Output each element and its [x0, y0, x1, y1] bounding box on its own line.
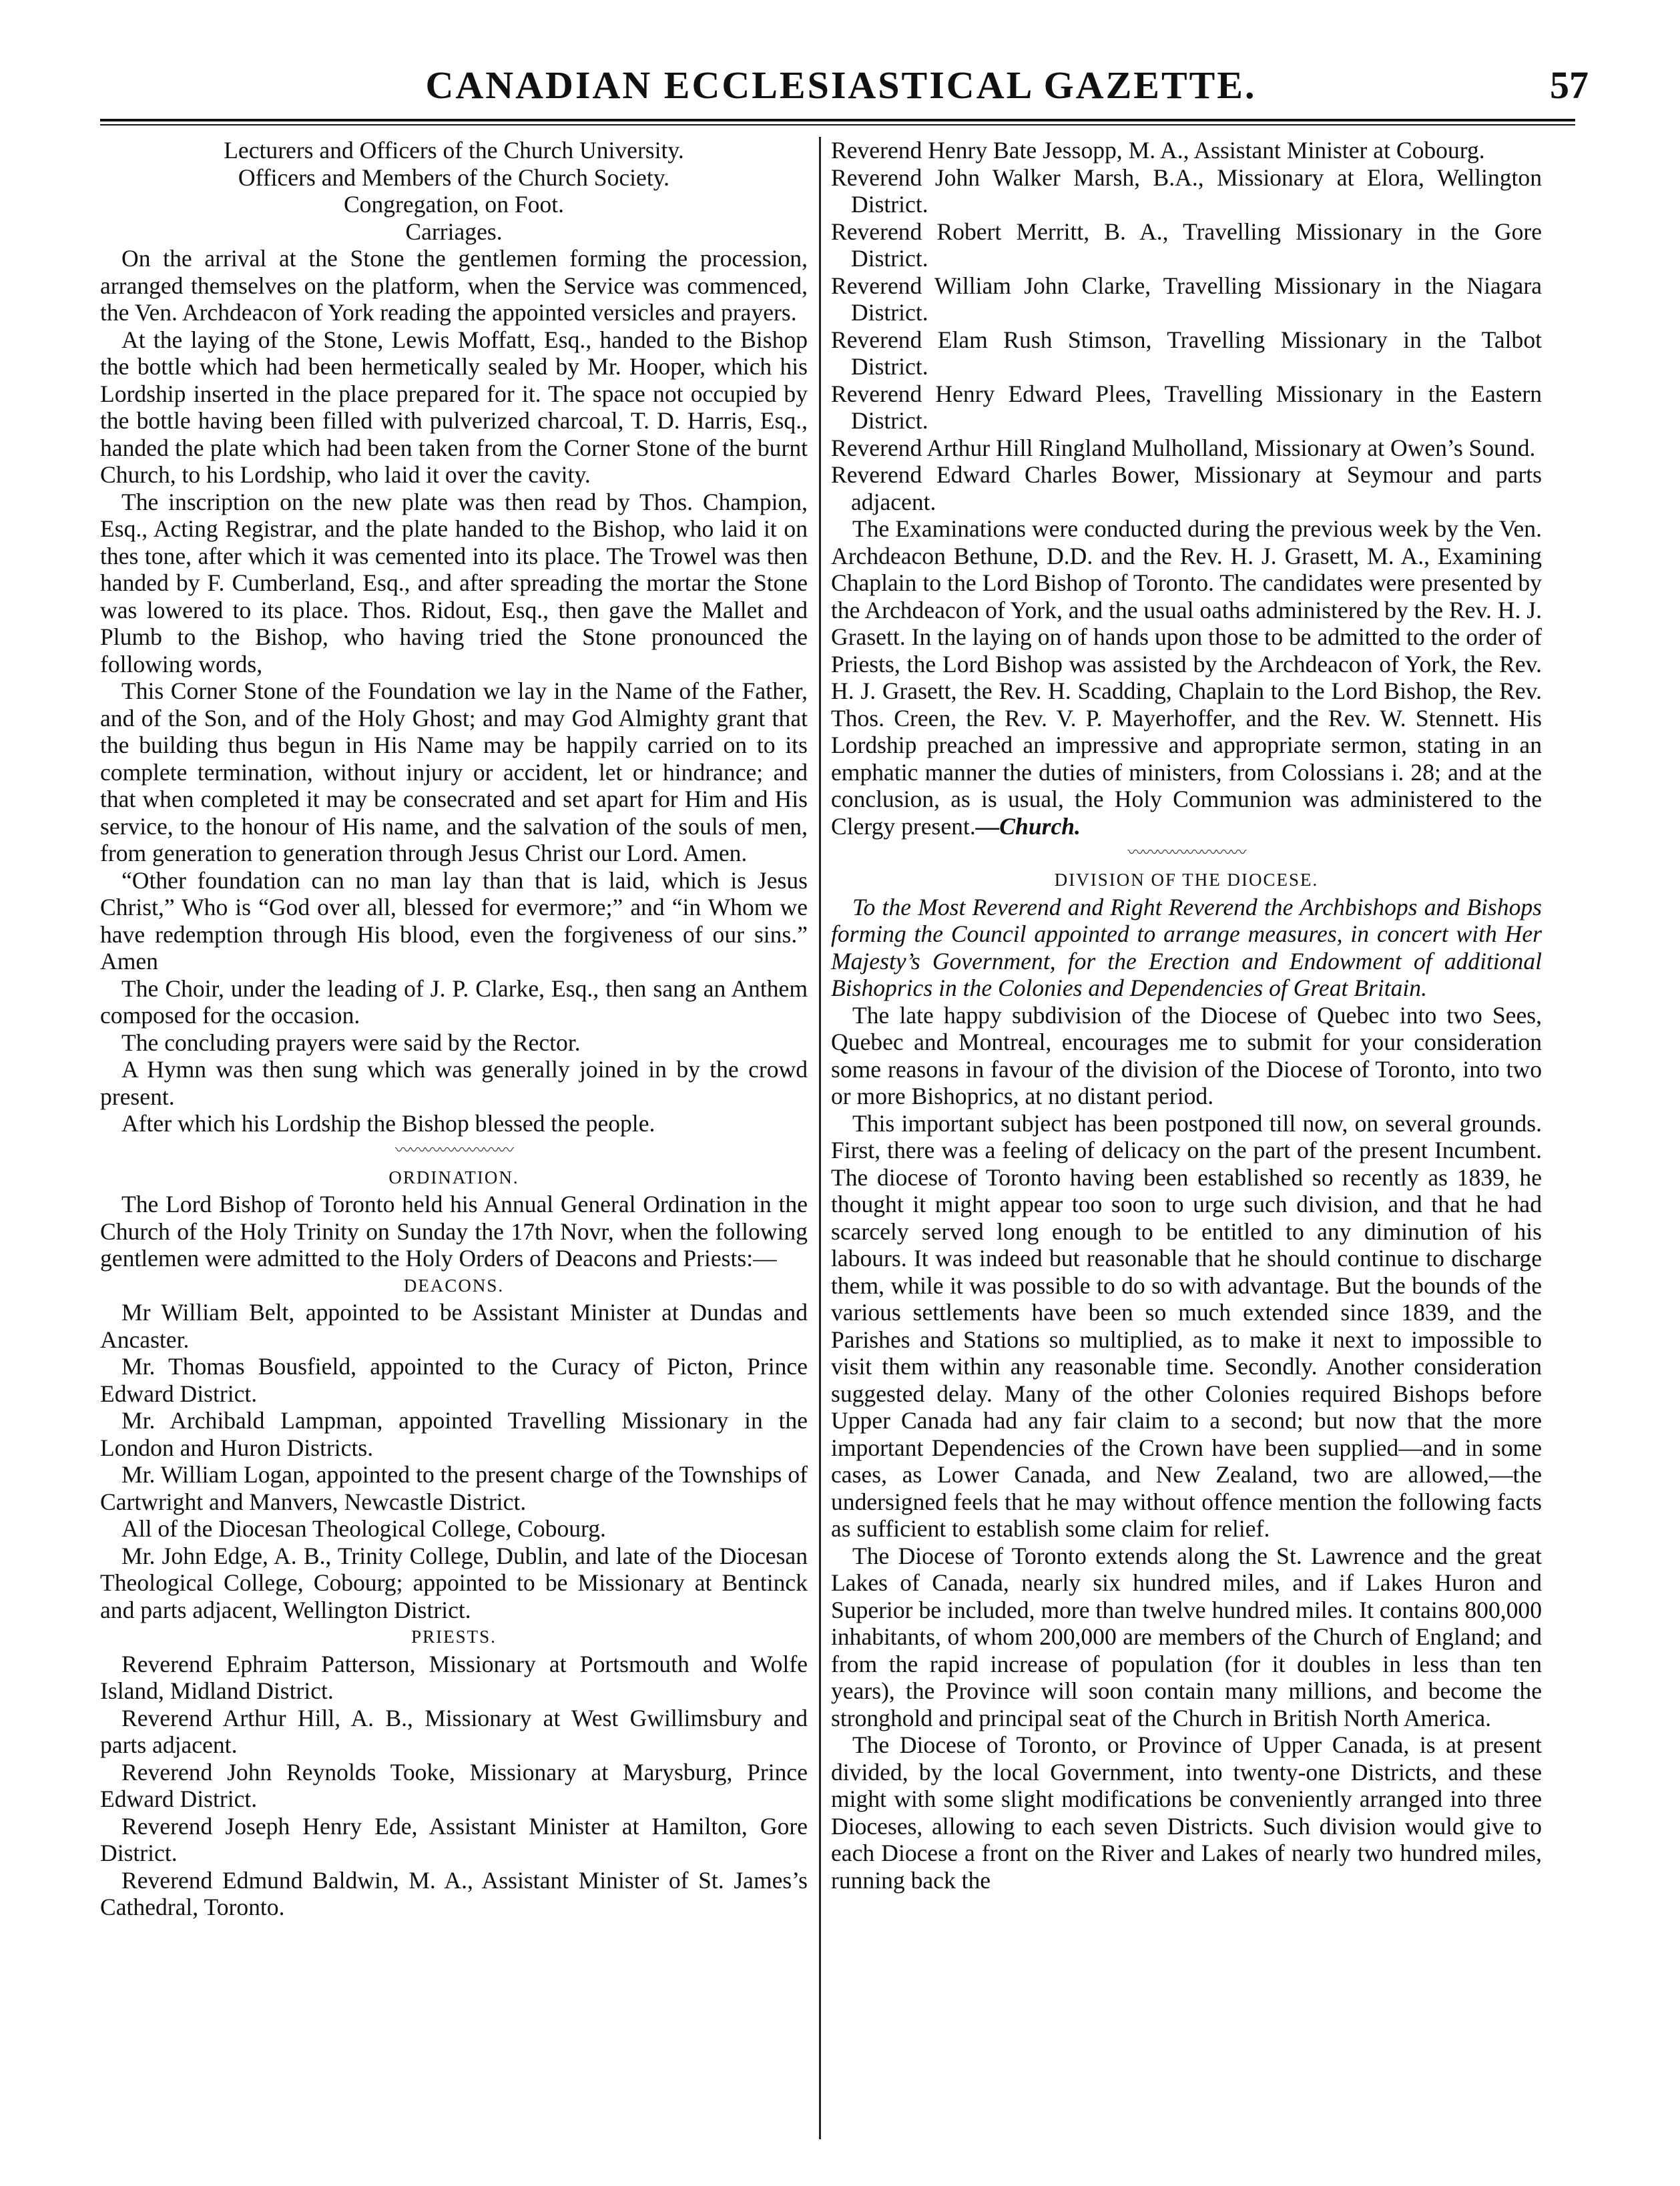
list-item: Reverend John Walker Marsh, B.A., Missionary at Elora, Wellington District. [831, 164, 1542, 218]
list-item: Reverend Joseph Henry Ede, Assistant Minister at Hamilton, Gore District. [100, 1812, 808, 1866]
procession-line: Officers and Members of the Church Society. [238, 164, 670, 191]
gazette-title: CANADIAN ECCLESIASTICAL GAZETTE. [425, 63, 1257, 107]
paragraph: On the arrival at the Stone the gentlemen forming the procession, arranged themselves on the platform, when the Service was commenced, the Ven. Archdeacon of York reading the appointed versicles and prayers. [100, 245, 808, 326]
procession-line: Carriages. [405, 218, 503, 245]
right-column [831, 137, 1542, 1894]
address-paragraph: To the Most Reverend and Right Reverend the Archbishops and Bishops forming the Council appointed to arrange measures, in concert with Her Majesty’s Government, for the Erection and Endowment of additional Bishoprics in the Colonies and Dependencies of Great Britain. [831, 893, 1542, 1001]
list-item: All of the Diocesan Theological College, Cobourg. [121, 1515, 606, 1542]
list-item: Mr. Thomas Bousfield, appointed to the Curacy of Picton, Prince Edward District. [100, 1353, 808, 1407]
list-item: Reverend Edward Charles Bower, Missionary at Seymour and parts adjacent. [831, 461, 1542, 515]
procession-line: Congregation, on Foot. [343, 191, 565, 218]
paragraph: The Lord Bishop of Toronto held his Annual General Ordination in the Church of the Holy Trinity on Sunday the 17th Novr, when the following gentlemen were admitted to the Holy Orders of Deacons and Priests:— [100, 1191, 808, 1272]
masthead [93, 59, 1589, 119]
paragraph: The late happy subdivision of the Diocese of Quebec into two Sees, Quebec and Montreal, encourages me to submit for your consideration some reasons in favour of the division of the Diocese of Toronto, into two or more Bishoprics, at no distant period. [831, 1001, 1542, 1109]
list-item: Mr William Belt, appointed to be Assistant Minister at Dundas and Ancaster. [100, 1299, 808, 1353]
header-rule-thin [100, 124, 1575, 125]
subheading: PRIESTS. [411, 1627, 497, 1647]
list-item: Reverend Henry Edward Plees, Travelling Missionary in the Eastern District. [831, 380, 1542, 434]
section-heading: ORDINATION. [388, 1167, 519, 1187]
ornament-divider: 〰〰〰〰〰〰〰〰 [395, 1141, 513, 1159]
ornament-divider: 〰〰〰〰〰〰〰〰 [1127, 844, 1245, 862]
paragraph: This Corner Stone of the Foundation we lay in the Name of the Father, and of the Son, and of the Holy Ghost; and may God Almighty grant that the building thus begun in His Name may be happily carried on to its complete termination, without injury or accident, let or hindrance; and that when completed it may be consecrated and set apart for Him and His service, to the honour of His name, and the salvation of the souls of men, from generation to generation through Jesus Christ our Lord. Amen. [100, 677, 808, 866]
list-item: Mr. John Edge, A. B., Trinity College, Dublin, and late of the Diocesan Theological College, Cobourg; appointed to be Missionary at Bentinck and parts adjacent, Wellington District. [100, 1542, 808, 1623]
list-item: Reverend Ephraim Patterson, Missionary at Portsmouth and Wolfe Island, Midland District. [100, 1650, 808, 1704]
procession-line: Lecturers and Officers of the Church University. [224, 137, 684, 164]
list-item: Reverend Arthur Hill Ringland Mulholland, Missionary at Owen’s Sound. [831, 434, 1536, 461]
paragraph: The Diocese of Toronto, or Province of Upper Canada, is at present divided, by the local Government, into twenty-one Districts, and these might with some slight modifications be conveniently arranged into three Dioceses, allowing to each seven Districts. Such division would give to each Diocese a front on the River and Lakes of nearly two hundred miles, running back the [831, 1731, 1542, 1894]
paragraph: “Other foundation can no man lay than that is laid, which is Jesus Christ,” Who is “God over all, blessed for evermore;” and “in Whom we have redemption through His blood, even the forgiveness of our sins.” Amen [100, 866, 808, 975]
paragraph [831, 515, 1542, 840]
left-column [100, 137, 808, 1921]
paragraph: The Diocese of Toronto extends along the St. Lawrence and the great Lakes of Canada, nearly six hundred miles, and if Lakes Huron and Superior be included, more than twelve hundred miles. It contains 800,000 inhabitants, of whom 200,000 are members of the Church of England; and from the rapid increase of population (for it doubles in less than ten years), the Province will soon contain many millions, and become the stronghold and principal seat of the Church in British North America. [831, 1542, 1542, 1731]
list-item: Reverend Arthur Hill, A. B., Missionary at West Gwillimsbury and parts adjacent. [100, 1704, 808, 1758]
list-item: Reverend William John Clarke, Travelling Missionary in the Niagara District. [831, 272, 1542, 326]
paragraph: After which his Lordship the Bishop blessed the people. [121, 1110, 655, 1137]
paragraph: The Choir, under the leading of J. P. Clarke, Esq., then sang an Anthem composed for the occasion. [100, 975, 808, 1029]
paragraph: This important subject has been postponed till now, on several grounds. First, there was a feeling of delicacy on the part of the present Incumbent. The diocese of Toronto having been established so recently as 1839, he thought it might appear too soon to urge such division, and that he had scarcely served long enough to be entitled to any diminution of his labours. It was indeed but reasonable that he should continue to discharge them, while it was possible to do so with advantage. But the bounds of the various settlements have been so much extended since 1839, and the Parishes and Stations so multiplied, as to make it next to impossible to visit them within any reasonable time. Secondly. Another consideration suggested delay. Many of the other Colonies required Bishops before Upper Canada had any fair claim to a second; but now that the more important Dependencies of the Crown have been supplied—and in some cases, as Lower Canada, and New Zealand, two are allowed,—the undersigned feels that he may without offence mention the following facts as sufficient to establish some claim for relief. [831, 1109, 1542, 1542]
list-item: Mr. Archibald Lampman, appointed Travelling Missionary in the London and Huron Districts. [100, 1407, 808, 1461]
paragraph: The inscription on the new plate was then read by Thos. Champion, Esq., Acting Registrar, and the plate handed to the Bishop, who laid it on thes tone, after which it was cemented into its place. The Trowel was then handed by F. Cumberland, Esq., and after spreading the mortar the Stone was lowered to its place. Thos. Ridout, Esq., then gave the Mallet and Plumb to the Bishop, who having tried the Stone pronounced the following words, [100, 488, 808, 677]
source-attribution: —Church. [975, 812, 1081, 840]
list-item: Reverend Edmund Baldwin, M. A., Assistant Minister of St. James’s Cathedral, Toronto. [100, 1866, 808, 1920]
list-item: Reverend Henry Bate Jessopp, M. A., Assistant Minister at Cobourg. [831, 137, 1485, 164]
paragraph: At the laying of the Stone, Lewis Moffatt, Esq., handed to the Bishop the bottle which had been hermetically sealed by Mr. Hooper, which his Lordship inserted in the place prepared for it. The space not occupied by the bottle having been filled with pulverized charcoal, T. D. Harris, Esq., handed the plate which had been taken from the Corner Stone of the burnt Church, to his Lordship, who laid it over the cavity. [100, 326, 808, 488]
paragraph: The concluding prayers were said by the Rector. [121, 1029, 581, 1056]
list-item: Reverend John Reynolds Tooke, Missionary at Marysburg, Prince Edward District. [100, 1758, 808, 1812]
section-heading: DIVISION OF THE DIOCESE. [1054, 870, 1319, 890]
paragraph: A Hymn was then sung which was generally joined in by the crowd present. [100, 1056, 808, 1110]
list-item: Mr. William Logan, appointed to the present charge of the Townships of Cartwright and Manvers, Newcastle District. [100, 1461, 808, 1515]
paragraph-text: The Examinations were conducted during the previous week by the Ven. Archdeacon Bethune, D.D. and the Rev. H. J. Grasett, M. A., Examining Chaplain to the Lord Bishop of Toronto. The candidates were presented by the Archdeacon of York, and the usual oaths administered by the Rev. H. J. Grasett. In the laying on of hands upon those to be admitted to the order of Priests, the Lord Bishop was assisted by the Archdeacon of York, the Rev. H. J. Grasett, the Rev. H. Scadding, Chaplain to the Lord Bishop, the Rev. Thos. Creen, the Rev. V. P. Mayerhoffer, and the Rev. W. Stennett. His Lordship preached an impressive and appropriate sermon, stating in an emphatic manner the duties of ministers, from Colossians i. 28; and at the conclusion, as is usual, the Holy Communion was administered to the Clergy present. [831, 515, 1542, 840]
list-item: Reverend Robert Merritt, B. A., Travelling Missionary in the Gore District. [831, 218, 1542, 272]
subheading: DEACONS. [403, 1275, 505, 1296]
page-number: 57 [1550, 63, 1589, 107]
list-item: Reverend Elam Rush Stimson, Travelling Missionary in the Talbot District. [831, 326, 1542, 380]
header-rule [100, 119, 1575, 121]
column-divider [819, 137, 821, 2139]
